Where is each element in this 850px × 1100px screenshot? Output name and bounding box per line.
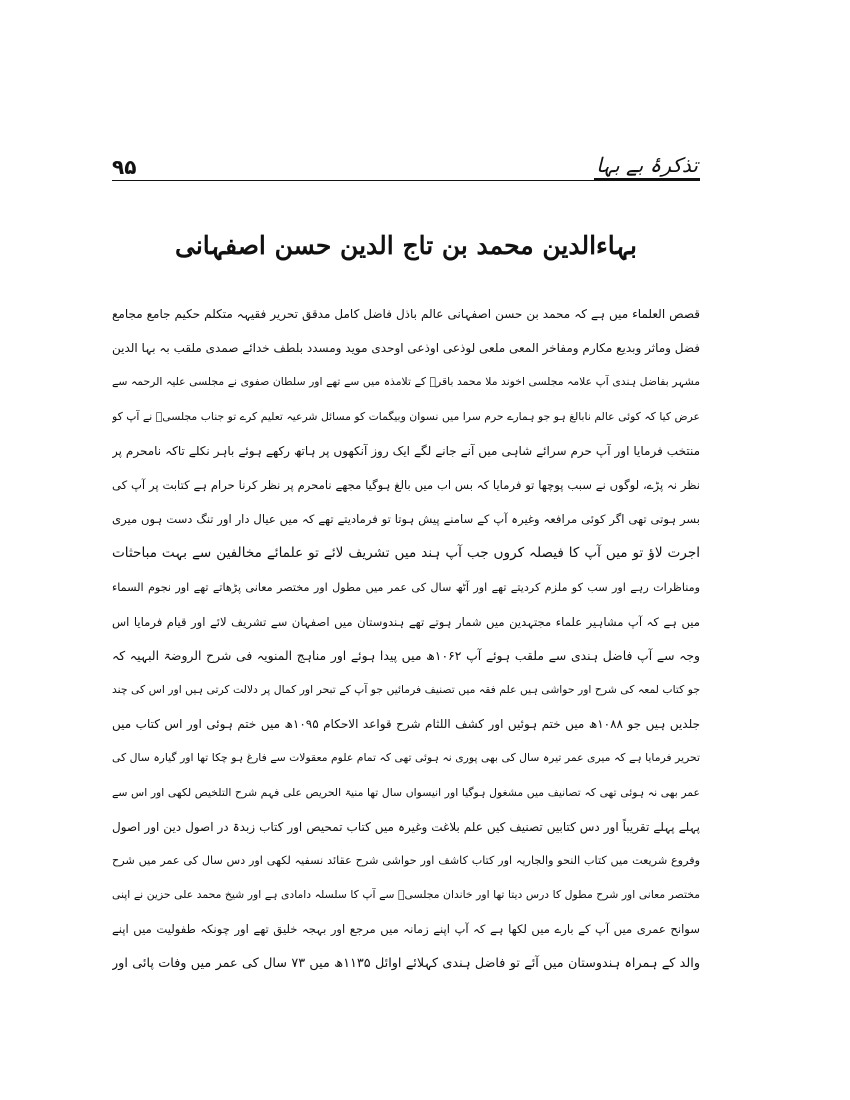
text-line: عرض کیا کہ کوئی عالم نابالغ ہو جو ہمارے حرم سرا میں نسوان وبیگمات کو مسائل شرعیہ تعلیم کرے تو جناب مجلسیؒ نے آپ کو [112, 409, 700, 423]
text-line: بسر ہوتی تھی اگر کوئی مرافعہ وغیرہ آپ کے سامنے پیش ہوتا تو فرمادیتے تھے کہ میں عیال دار اور تنگ دست ہوں میری [112, 512, 700, 527]
text-line: عمر بھی نہ ہوئی تھی کہ تصانیف میں مشغول ہوگیا اور انیسواں سال تھا منیۃ الحریص علی فہم شرح التلخیص لکھی اور اس سے [112, 785, 700, 799]
text-line: میں ہے کہ آپ مشاہیر علماء مجتہدین میں شمار ہوتے تھے ہندوستان میں اصفہان سے تشریف لائے اور قیام فرمایا اس [112, 614, 700, 629]
text-line: مشہر بفاضل ہندی آپ علامہ مجلسی اخوند ملا محمد باقرؒ کے تلامذہ میں سے تھے اور سلطان صفوی نے مجلسی علیہ الرحمہ سے [112, 375, 700, 389]
page-header [112, 150, 700, 181]
text-line: سوانح عمری میں آپ کے بارے میں لکھا ہے کہ آپ اپنے زمانہ میں مرجع اور بہجہ خلیق تھے اور چونکہ طفولیت میں اپنے [112, 922, 700, 937]
text-line: جو کتاب لمعہ کی شرح اور حواشی ہیں علم فقہ میں تصنیف فرمائیں جو آپ کے تبحر اور کمال پر دلالت کرتی ہیں اور اس کی چند [112, 683, 700, 697]
text-line: جلدیں ہیں جو ۱۰۸۸ھ میں ختم ہوئیں اور کشف اللثام شرح قواعد الاحکام ۱۰۹۵ھ میں ختم ہوئی اور اس کتاب میں [112, 717, 700, 732]
text-line: وجہ سے آپ فاضل ہندی سے ملقب ہوئے آپ ۱۰۶۲ھ میں پیدا ہوئے اور مناہج المنویہ فی شرح الروضۃ البہیہ کہ [112, 647, 700, 663]
body-text [112, 297, 700, 981]
text-line: نظر نہ پڑے، لوگوں نے سبب پوچھا تو فرمایا کہ بس اب میں بالغ ہوگیا مجھے نامحرم پر نظر کرنا حرام ہے کتابت پر آپ کی [112, 477, 700, 492]
text-line: والد کے ہمراہ ہندوستان میں آئے تو فاضل ہندی کہلائے اوائل ۱۱۳۵ھ میں ۷۳ سال کی عمر میں وفات پائی اور [112, 955, 700, 971]
text-line: ومناظرات رہے اور سب کو ملزم کردیتے تھے اور آٹھ سال کی عمر میں مطول اور مختصر معانی پڑھاتے تھے اور نجوم السماء [112, 580, 700, 594]
text-line: وفروع شریعت میں کتاب النحو والجاریہ اور کتاب کاشف اور حواشی شرح عقائد نسفیہ لکھی اور دس سال کی عمر میں شرح [112, 854, 700, 867]
text-line: قصص العلماء میں ہے کہ محمد بن حسن اصفہانی عالم باذل فاضل کامل مدقق تحریر فقیہہ متکلم حکیم جامع مجامع [112, 307, 700, 321]
text-line: تحریر فرمایا ہے کہ میری عمر تیرہ سال کی بھی پوری نہ ہوئی تھی کہ تمام علوم معقولات سے فارغ ہو چکا تھا اور گیارہ سال کی [112, 751, 700, 765]
text-line: پہلے پہلے تقریباً اور دس کتابیں تصنیف کیں علم بلاغت وغیرہ میں کتاب تمحیص اور کتاب زبدۃ در اصول دین اور اصول [112, 819, 700, 834]
page-number: ۹۵ [112, 155, 137, 179]
text-line: اجرت لاؤ تو میں آپ کا فیصلہ کروں جب آپ ہند میں تشریف لائے تو علمائے مخالفین سے بہت مباحثات [112, 545, 700, 562]
chapter-title: بہاءالدین محمد بن تاج الدین حسن اصفہانی [174, 231, 638, 260]
book-title: تذکرۂ بے بہا [594, 152, 700, 180]
text-line: مختصر معانی اور شرح مطول کا درس دیتا تھا اور خاندان مجلسیؒ سے آپ کا سلسلہ دامادی ہے اور شیخ محمد علی حزین نے اپنی [112, 888, 700, 902]
text-line: منتخب فرمایا اور آپ حرم سرائے شاہی میں آنے جانے لگے ایک روز آنکھوں پر ہاتھ رکھے ہوئے باہر نکلے تاکہ نامحرم پر [112, 443, 700, 458]
text-line: فضل وماثر وبدیع مکارم ومفاخر المعی ملعی لوذعی اوذعی اوحدی موید ومسدد بلطف خدائے صمدی ملقب بہ بہا الدین [112, 341, 700, 356]
